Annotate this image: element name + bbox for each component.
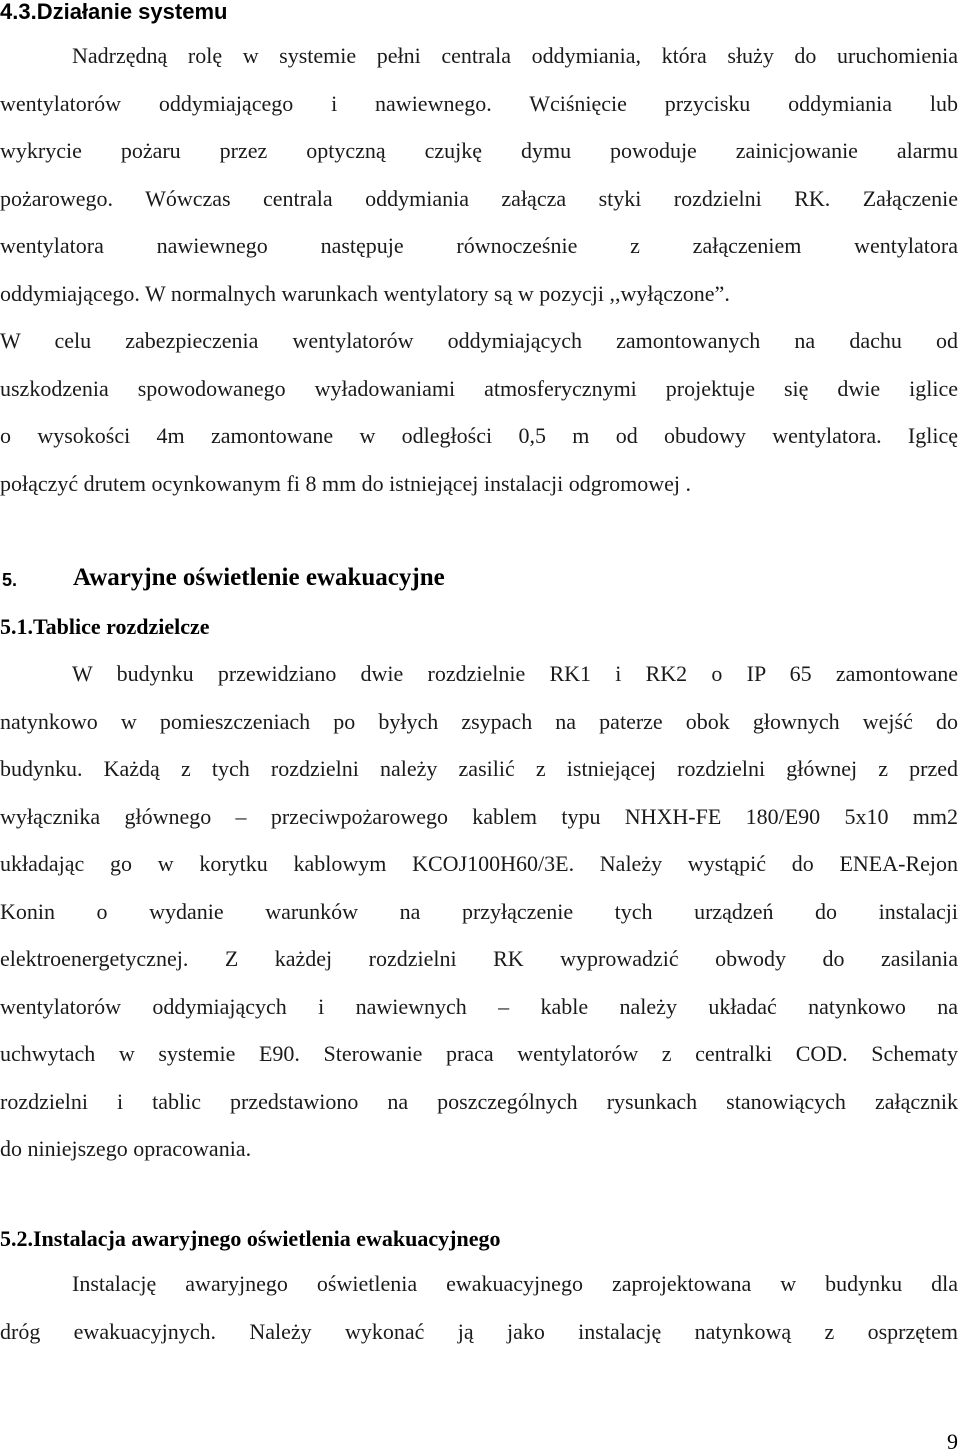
page-number: 9 [947,1429,958,1454]
paragraph-line: do niniejszego opracowania. [0,1136,252,1161]
paragraph-line: pożarowego. Wówczas centrala oddymiania załącza styki rozdzielni RK. Załączenie [0,185,958,211]
paragraph-line: Nadrzędną rolę w systemie pełni centrala oddymiania, która służy do uruchomienia [72,43,958,68]
paragraph-line: oddymiającego. W normalnych warunkach wentylatory są w pozycji ,,wyłączone”. [0,280,730,306]
section-4-3-paragraph [0,32,958,507]
paragraph-line: uszkodzenia spowodowanego wyładowaniami atmosferycznymi projektuje się dwie iglice [0,375,958,401]
paragraph-line: W budynku przewidziano dwie rozdzielnie RK1 i RK2 o IP 65 zamontowane [72,661,958,686]
section-heading-5-1: 5.1.Tablice rozdzielcze [0,614,210,639]
paragraph-line: układając go w korytku kablowym KCOJ100H60/3E. Należy wystąpić do ENEA-Rejon [0,851,958,876]
paragraph-line: o wysokości 4m zamontowane w odległości 0,5 m od obudowy wentylatora. Iglicę [0,423,958,448]
paragraph-line: połączyć drutem ocynkowanym fi 8 mm do istniejącej instalacji odgromowej . [0,470,691,496]
paragraph-line: elektroenergetycznej. Z każdej rozdzielni RK wyprowadzić obwody do zasilania [0,946,958,971]
section-title-5: Awaryjne oświetlenie ewakuacyjne [73,564,445,591]
paragraph-line: Instalację awaryjnego oświetlenia ewakuacyjnego zaprojektowana w budynku dla [72,1271,958,1296]
paragraph-line: Konin o wydanie warunków na przyłączenie tych urządzeń do instalacji [0,898,958,924]
section-heading-4-3: 4.3.Działanie systemu [0,0,228,24]
paragraph-line: wentylatorów oddymiających i nawiewnych – kable należy układać natynkowo na [0,993,958,1019]
section-5-1-paragraph [0,650,958,1173]
paragraph-line: wentylatorów oddymiającego i nawiewnego. Wciśnięcie przycisku oddymiania lub [0,90,958,116]
paragraph-line: budynku. Każdą z tych rozdzielni należy zasilić z istniejącej rozdzielni głównej z przed [0,756,958,781]
section-number-5: 5. [2,570,18,590]
paragraph-line: wentylatora nawiewnego następuje równocześnie z załączeniem wentylatora [0,233,958,258]
paragraph-line: rozdzielni i tablic przedstawiono na poszczególnych rysunkach stanowiących załącznik [0,1088,958,1114]
paragraph-line: wyłącznika głównego – przeciwpożarowego kablem typu NHXH-FE 180/E90 5x10 mm2 [0,803,958,829]
paragraph-line: W celu zabezpieczenia wentylatorów oddymiających zamontowanych na dachu od [0,328,958,353]
paragraph-line: natynkowo w pomieszczeniach po byłych zsypach na paterze obok głownych wejść do [0,708,958,734]
section-heading-5-2: 5.2.Instalacja awaryjnego oświetlenia ewakuacyjnego [0,1226,501,1251]
paragraph-line: wykrycie pożaru przez optyczną czujkę dymu powoduje zainicjowanie alarmu [0,138,958,163]
paragraph-line: uchwytach w systemie E90. Sterowanie praca wentylatorów z centralki COD. Schematy [0,1041,958,1066]
paragraph-line: dróg ewakuacyjnych. Należy wykonać ją jako instalację natynkową z osprzętem [0,1318,958,1344]
section-5-2-paragraph [0,1260,958,1355]
